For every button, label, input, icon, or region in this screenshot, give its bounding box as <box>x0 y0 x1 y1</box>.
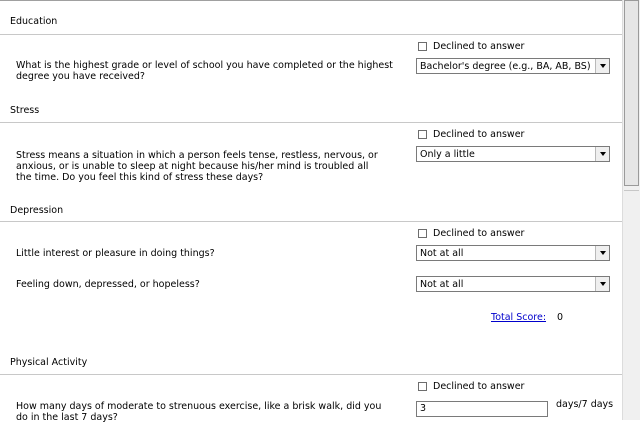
depression-question-2: Feeling down, depressed, or hopeless? <box>16 279 200 290</box>
chevron-down-icon[interactable] <box>595 59 609 73</box>
stress-question: Stress means a situation in which a person feels tense, restless, nervous, or anxious, or is unable to sleep at night because his/her mind is troubled all the time. Do you feel this kind of stress these days? <box>16 150 378 183</box>
activity-question: How many days of moderate to strenuous exercise, like a brisk walk, did you do in the last 7 days? <box>16 401 382 423</box>
depression-question-1: Little interest or pleasure in doing things? <box>16 248 215 259</box>
checkbox-icon[interactable] <box>418 382 427 391</box>
declined-label: Declined to answer <box>433 41 525 52</box>
depression-select-2-value: Not at all <box>420 278 464 290</box>
top-border <box>0 0 622 1</box>
section-divider <box>0 221 622 222</box>
stress-select[interactable] <box>416 146 610 162</box>
depression-select-1-value: Not at all <box>420 247 464 259</box>
chevron-down-icon[interactable] <box>595 246 609 260</box>
stress-declined[interactable] <box>418 129 524 140</box>
chevron-down-icon[interactable] <box>595 147 609 161</box>
vertical-scrollbar[interactable] <box>622 0 640 420</box>
declined-label: Declined to answer <box>433 129 525 140</box>
education-select-value: Bachelor's degree (e.g., BA, AB, BS) <box>420 60 591 72</box>
education-declined[interactable] <box>418 41 524 52</box>
activity-declined[interactable] <box>418 381 524 392</box>
section-divider <box>0 122 622 123</box>
section-heading-physical-activity: Physical Activity <box>10 357 88 368</box>
stress-select-value: Only a little <box>420 148 475 160</box>
checkbox-icon[interactable] <box>418 130 427 139</box>
days-unit: days/7 days <box>556 399 614 410</box>
depression-select-2[interactable] <box>416 276 610 292</box>
total-score-link[interactable]: Total Score: <box>491 312 547 323</box>
section-heading-education: Education <box>10 16 58 27</box>
depression-declined[interactable] <box>418 228 524 239</box>
education-question: What is the highest grade or level of school you have completed or the highest degree you have received? <box>16 60 393 82</box>
declined-label: Declined to answer <box>433 381 525 392</box>
declined-label: Declined to answer <box>433 228 525 239</box>
section-divider <box>0 34 622 35</box>
chevron-down-icon[interactable] <box>595 277 609 291</box>
depression-select-1[interactable] <box>416 245 610 261</box>
checkbox-icon[interactable] <box>418 229 427 238</box>
scrollbar-track-line <box>624 190 639 191</box>
days-input[interactable]: 3 <box>416 401 548 417</box>
section-heading-stress: Stress <box>10 105 40 116</box>
scrollbar-thumb[interactable] <box>624 0 639 186</box>
checkbox-icon[interactable] <box>418 42 427 51</box>
section-divider <box>0 374 622 375</box>
total-score-value: 0 <box>557 312 564 323</box>
education-select[interactable] <box>416 58 610 74</box>
section-heading-depression: Depression <box>10 205 64 216</box>
